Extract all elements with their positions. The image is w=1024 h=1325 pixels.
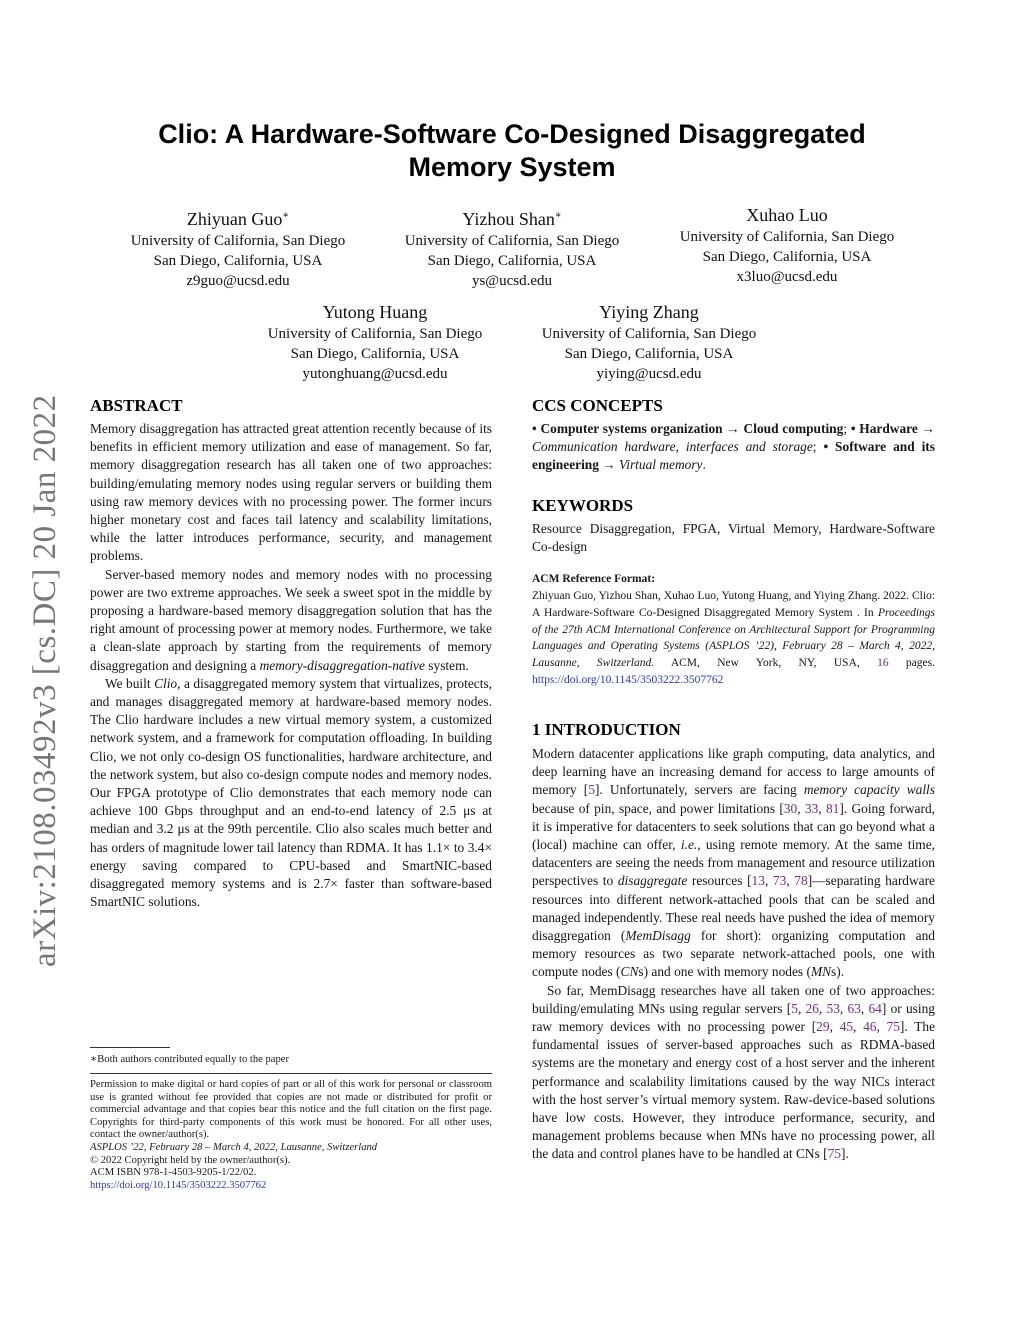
author-email[interactable]: ys@ucsd.edu [471, 273, 553, 289]
author-location: San Diego, California, USA [290, 346, 460, 362]
body-text: resources [ [687, 873, 752, 889]
author-location: San Diego, California, USA [427, 253, 597, 269]
page-count[interactable]: 16 [877, 657, 889, 670]
permission-rule [90, 1073, 492, 1074]
paper-title [110, 118, 914, 184]
emphasis-text: memory capacity walls [803, 782, 935, 798]
body-text: So far, MemDisagg researches have all taken one of two approaches: building/emulating MNs using regular servers [ [532, 982, 935, 1016]
intro-paragraph [532, 745, 935, 982]
citation-link[interactable]: 13 [751, 873, 765, 889]
body-text: ]. [841, 1146, 849, 1162]
citation-link[interactable]: 53 [826, 1000, 840, 1016]
body-text: s) and one with memory nodes ( [638, 964, 811, 980]
keywords-heading: KEYWORDS [532, 496, 634, 515]
body-text: , [764, 873, 773, 889]
citation-link[interactable]: 64 [868, 1000, 882, 1016]
author-affiliation: University of California, San Diego [267, 326, 483, 342]
abstract-paragraph: Server-based memory nodes and memory nodes with no processing power are two extreme approaches. We seek a sweet spot in the middle by proposing a hardware-based memory disaggregation solution that has the right amount of processing power at memory nodes. Furthermore, we take a clean-slate approach by starting from the requirements of memory disaggregation and designing a memory-disaggregation-native system. [90, 566, 492, 673]
citation-link[interactable]: 29 [816, 1019, 830, 1035]
body-text: ]. Unfortunately, servers are facing [594, 782, 804, 798]
citation-link[interactable]: 26 [805, 1000, 819, 1016]
abstract-paragraph: Memory disaggregation has attracted great attention recently because of its benefits in efficient memory utilization and ease of management. So far, memory disaggregation research has all taken one of two approaches: building/emulating memory nodes using regular servers or building them using raw memory devices with no processing power. The former incurs higher monetary cost and faces tail latency and scalability limitations, while the latter introduces performance, security, and management problems. [90, 421, 492, 564]
copyright-line: © 2022 Copyright held by the owner/author(s). [90, 1154, 291, 1166]
author-block [108, 204, 368, 291]
introduction-heading: 1 INTRODUCTION [532, 720, 681, 739]
ccs-heading: CCS CONCEPTS [532, 396, 663, 415]
author-block [245, 301, 505, 384]
body-text: Modern datacenter applications like graph computing, data analytics, and deep learning have an increasing demand for access to large amounts of memory [ [532, 746, 935, 798]
emphasis-text: i.e. [680, 837, 698, 853]
author-block [657, 204, 917, 287]
body-text: , [839, 1000, 848, 1016]
author-location: San Diego, California, USA [153, 253, 323, 269]
citation-link[interactable]: 75 [827, 1146, 842, 1162]
body-text: , [818, 800, 826, 816]
citation-link[interactable]: 5 [791, 1000, 798, 1016]
arxiv-identifier: arXiv:2108.03492v3 [cs.DC] 20 Jan 2022 [27, 394, 63, 967]
body-text: , [818, 1000, 827, 1016]
citation-link[interactable]: 75 [886, 1019, 900, 1035]
citation-link[interactable]: 45 [839, 1019, 854, 1035]
isbn-line: ACM ISBN 978-1-4503-9205-1/22/02. [90, 1167, 257, 1179]
body-text: because of pin, space, and power limitations [ [532, 800, 784, 816]
citation-link[interactable]: 78 [794, 873, 808, 889]
intro-paragraph [532, 982, 935, 1164]
acm-ref-heading: ACM Reference Format: [532, 573, 656, 585]
introduction-body [532, 745, 935, 1164]
equal-contribution-footnote: ∗Both authors contributed equally to the paper [90, 1054, 290, 1065]
body-text: ] or using raw memory devices with no processing power [ [532, 1000, 935, 1035]
ccs-concepts: • Computer systems organization → Cloud computing; • Hardware → Communication hardware, interfaces and storage; • Software and its engineering → Virtual memory. [532, 421, 935, 473]
author-affiliation: University of California, San Diego [404, 233, 620, 249]
emphasis-text: MemDisagg [625, 928, 691, 944]
body-text: , [797, 1000, 806, 1016]
body-text: , [860, 1000, 869, 1016]
author-block [382, 204, 642, 291]
keywords-text: Resource Disaggregation, FPGA, Virtual Memory, Hardware-Software Co-design [532, 521, 935, 555]
citation-link[interactable]: 5 [588, 782, 595, 798]
abstract-body [90, 420, 492, 911]
conference-venue: ASPLOS ’22, February 28 – March 4, 2022, Lausanne, Switzerland [90, 1141, 378, 1153]
acm-doi-link[interactable]: https://doi.org/10.1145/3503222.3507762 [532, 673, 724, 686]
equal-contribution-mark: ∗ [282, 210, 290, 221]
body-text: ]. Going forward, it is imperative for datacenters to seek solutions that can go beyond what a (local) machine can offer, [532, 800, 935, 853]
title-line-1: Clio: A Hardware-Software Co-Designed Disaggregated [158, 119, 866, 149]
author-location: San Diego, California, USA [564, 346, 734, 362]
title-line-2: Memory System [408, 152, 616, 182]
author-location: San Diego, California, USA [702, 249, 872, 265]
body-text: for short): organizing computation and memory resources as two separate network-attached pools, one with compute nodes ( [532, 928, 936, 980]
body-text: , [876, 1019, 887, 1035]
equal-contribution-mark: ∗ [554, 210, 562, 221]
emphasis-text: CN [620, 964, 639, 980]
citation-link[interactable]: 33 [804, 800, 819, 816]
author-name: Yizhou Shan [462, 209, 555, 229]
abstract-heading: ABSTRACT [90, 396, 183, 415]
citation-link[interactable]: 63 [847, 1000, 861, 1016]
abstract-paragraph: We built Clio, a disaggregated memory system that virtualizes, protects, and manages disaggregated memory at hardware-based memory nodes. The Clio hardware includes a new virtual memory system, a customized network system, and a framework for computation offloading. In building Clio, we not only co-design OS functionalities, hardware architecture, and the network system, but also co-design compute nodes and memory nodes. Our FPGA prototype of Clio demonstrates that each memory node can achieve 100 Gbps throughput and an end-to-end latency of 2.5 μs at median and 3.2 μs at the 99th percentile. Clio also scales much better and has orders of magnitude lower tail latency than RDMA. It has 1.1× to 3.4× energy saving compared to CPU-based and SmartNIC-based disaggregated memory systems and is 2.7× faster than software-based SmartNIC solutions. [90, 675, 493, 910]
permission-text: Permission to make digital or hard copies of part or all of this work for personal or classroom use is granted without fee provided that copies are not made or distributed for profit or commercial advantage and that copies bear this notice and the full citation on the first page. Copyrights for third-party components of this work must be honored. For all other uses, contact the owner/author(s). [90, 1079, 492, 1141]
author-name: Yutong Huang [322, 302, 428, 322]
footnote-rule [90, 1047, 170, 1048]
body-text: , [797, 800, 805, 816]
acm-reference: Zhiyuan Guo, Yizhou Shan, Xuhao Luo, Yutong Huang, and Yiying Zhang. 2022. Clio: A Hardware-Software Co-Designed Disaggregated Memory System . In Proceedings of the 27th ACM International Conference on Architectural Support for Programming Languages and Operating Systems (ASPLOS ’22), February 28 – March 4, 2022, Lausanne, Switzerland. ACM, New York, NY, USA, 16 pages. https://doi.org/10.1145/3503222.3507762 [532, 590, 935, 686]
author-name: Zhiyuan Guo [186, 209, 283, 229]
citation-link[interactable]: 73 [772, 873, 787, 889]
body-text: , using remote memory. At the same time, datacenters are seeing the needs from management and resource utilization perspectives to [532, 837, 936, 889]
author-email[interactable]: yutonghuang@ucsd.edu [302, 366, 448, 382]
citation-link[interactable]: 81 [825, 800, 840, 816]
permission-block [90, 1079, 492, 1192]
body-text: s). [831, 964, 845, 980]
author-affiliation: University of California, San Diego [679, 229, 895, 245]
author-email[interactable]: z9guo@ucsd.edu [186, 273, 290, 289]
citation-link[interactable]: 30 [783, 800, 798, 816]
emphasis-text: disaggregate [617, 873, 688, 889]
body-text: ]. The fundamental issues of server-based approaches such as RDMA-based systems are the monetary and energy cost of a host server and the inherent performance and scalability limitations caused by the way NICs interact with the host server’s virtual memory system. Raw-device-based solutions have low costs. However, they introduce performance, security, and management problems because when MNs have no processing power, all the data and control planes have to be handled at CNs [ [532, 1019, 936, 1162]
author-email[interactable]: x3luo@ucsd.edu [736, 269, 838, 285]
body-text: ]—separating hardware resources into different network-attached pools that can be scaled and managed independently. These real needs have pushed the idea of memory disaggregation ( [532, 873, 935, 944]
citation-link[interactable]: 46 [863, 1019, 877, 1035]
author-name: Xuhao Luo [746, 205, 828, 225]
doi-link[interactable]: https://doi.org/10.1145/3503222.3507762 [90, 1179, 267, 1191]
author-affiliation: University of California, San Diego [130, 233, 346, 249]
author-email[interactable]: yiying@ucsd.edu [596, 366, 702, 382]
author-name: Yiying Zhang [599, 302, 699, 322]
author-block [519, 301, 779, 384]
body-text: , [829, 1019, 840, 1035]
body-text: , [853, 1019, 864, 1035]
author-affiliation: University of California, San Diego [541, 326, 757, 342]
emphasis-text: MN [810, 964, 832, 980]
body-text: , [786, 873, 795, 889]
